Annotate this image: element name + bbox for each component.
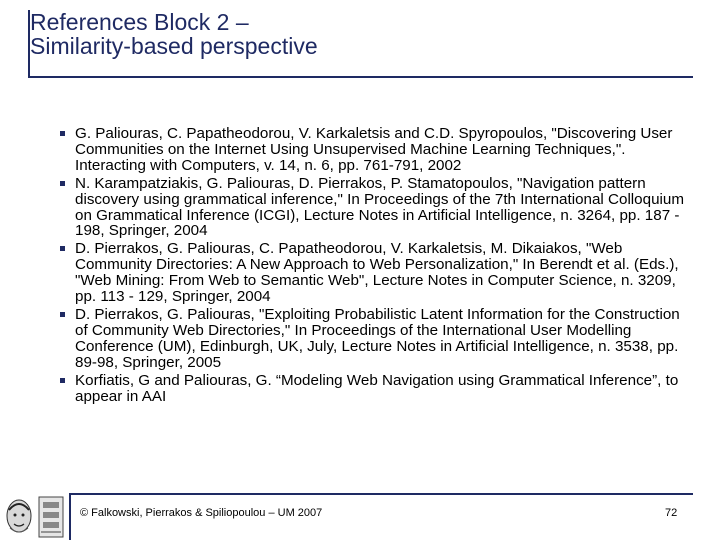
square-bullet-icon <box>60 246 65 251</box>
slide-title-line-1: References Block 2 – <box>30 9 249 35</box>
page-number: 72 <box>665 507 678 519</box>
square-bullet-icon <box>60 131 65 136</box>
reference-text: D. Pierrakos, G. Paliouras, "Exploiting Probabilistic Latent Information for the Construction of Community Web Directories," In Proceedings of the International User Modelling Conference (UM), Edinburgh, UK, July, Lecture Notes in Artificial Intelligence, n. 3538, pp. 89-98, Springer, 2005 <box>75 305 680 371</box>
slide-title <box>30 10 690 58</box>
title-underline-rule <box>28 76 693 78</box>
reference-item-5 <box>62 373 692 405</box>
reference-list <box>62 126 692 406</box>
reference-text: Korfiatis, G and Paliouras, G. “Modeling Web Navigation using Grammatical Inference”, to appear in AAI <box>75 371 679 405</box>
reference-text: G. Paliouras, C. Papatheodorou, V. Karkaletsis and C.D. Spyropoulos, "Discovering User Communities on the Internet Using Unsupervised Machine Learning Techniques,". Interacting with Computers, v. 14, n. 6, pp. 761-791, 2002 <box>75 125 673 174</box>
reference-item-1 <box>62 126 692 174</box>
footer-vertical-rule <box>69 493 71 540</box>
square-bullet-icon <box>60 181 65 186</box>
reference-item-2 <box>62 176 692 240</box>
reference-item-3 <box>62 241 692 305</box>
university-logo-icon <box>2 494 66 540</box>
slide-title-line-2: Similarity-based perspective <box>30 33 318 59</box>
square-bullet-icon <box>60 312 65 317</box>
footer-rule <box>69 493 693 495</box>
reference-item-4 <box>62 307 692 371</box>
square-bullet-icon <box>60 378 65 383</box>
reference-text: N. Karampatziakis, G. Paliouras, D. Pierrakos, P. Stamatopoulos, "Navigation pattern discovery using grammatical inference," In Proceedings of the 7th International Colloquium on Grammatical Inference (ICGI), Lecture Notes in Artificial Intelligence, n. 3264, pp. 187 - 198, Springer, 2004 <box>75 174 684 240</box>
reference-text: D. Pierrakos, G. Paliouras, C. Papatheodorou, V. Karkaletsis, M. Dikaiakos, "Web Community Directories: A New Approach to Web Personalization," In Berendt et al. (Eds.), "Web Mining: From Web to Semantic Web", Lecture Notes in Computer Science, n. 3209, pp. 113 - 129, Springer, 2004 <box>75 240 679 306</box>
footer-copyright: © Falkowski, Pierrakos & Spiliopoulou – UM 2007 <box>80 507 323 519</box>
